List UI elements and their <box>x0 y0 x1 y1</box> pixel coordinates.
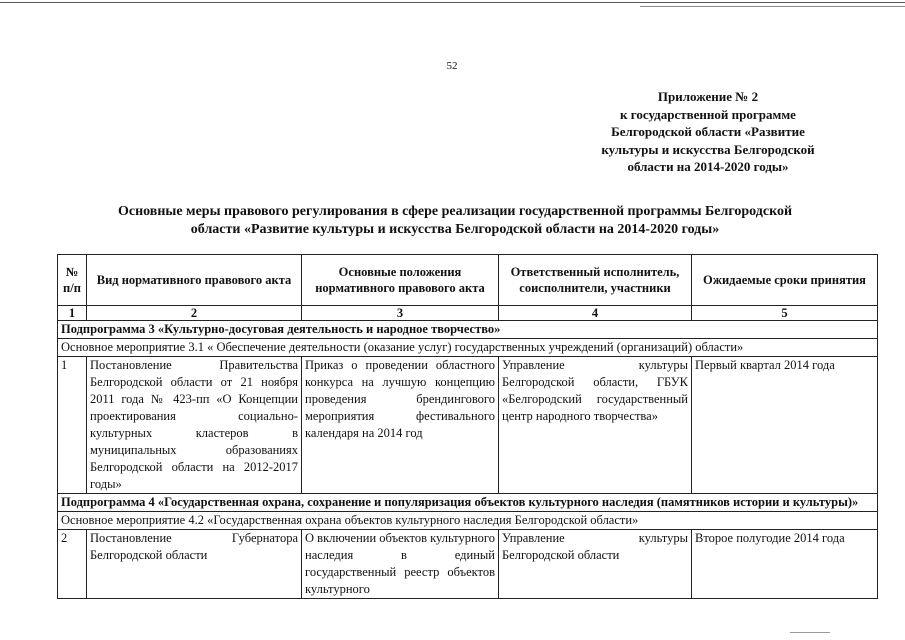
header-deadline: Ожидаемые сроки принятия <box>692 255 878 306</box>
header-provisions: Основные положения нормативного правового акта <box>302 255 499 306</box>
header-executor: Ответственный исполнитель, соисполнители, участники <box>499 255 692 306</box>
act-type-cell: Постановление Правительства Белгородской области от 21 ноября 2011 года № 423-пп «О Концепции проектирования социально-культурных кластеров в муниципальных образованиях Белгородской области на 2012-2017 годы» <box>87 357 302 494</box>
deadline-cell: Первый квартал 2014 года <box>692 357 878 494</box>
row-number: 2 <box>58 530 87 599</box>
deadline-cell: Второе полугодие 2014 года <box>692 530 878 599</box>
table-row <box>58 530 878 599</box>
document-title-line-2: области «Развитие культуры и искусства Белгородской области на 2014-2020 годы» <box>190 222 720 237</box>
document-title <box>60 203 850 239</box>
measure-row <box>58 512 878 530</box>
column-number: 2 <box>87 306 302 321</box>
table-header-row <box>58 255 878 306</box>
appendix-line: Приложение № 2 <box>657 89 759 104</box>
column-number-row <box>58 306 878 321</box>
provisions-cell: О включении объектов культурного наследия в единый государственный реестр объектов культурного <box>302 530 499 599</box>
row-number: 1 <box>58 357 87 494</box>
appendix-line: культуры и искусства Белгородской <box>601 141 815 157</box>
executor-cell: Управление культуры Белгородской области, ГБУК «Белгородский государственный центр народного творчества» <box>499 357 692 494</box>
header-number: № п/п <box>58 255 87 306</box>
column-number: 1 <box>58 306 87 321</box>
measure-4-2-heading: Основное мероприятие 4.2 «Государственная охрана объектов культурного наследия Белгородской области» <box>58 512 878 530</box>
page-number: 52 <box>446 60 458 72</box>
top-rule <box>0 2 905 3</box>
subprogram-4-heading: Подпрограмма 4 «Государственная охрана, сохранение и популяризация объектов культурного наследия (памятников истории и культуры)» <box>58 494 878 512</box>
scan-mark <box>790 632 830 633</box>
legal-measures-table <box>57 254 878 599</box>
appendix-line: Белгородской области «Развитие <box>611 124 805 139</box>
header-act-type: Вид нормативного правового акта <box>87 255 302 306</box>
document-title-line-1: Основные меры правового регулирования в сфере реализации государственной программы Белгородской <box>117 204 793 219</box>
subprogram-row <box>58 321 878 339</box>
table-row <box>58 357 878 494</box>
subprogram-3-heading: Подпрограмма 3 «Культурно-досуговая деятельность и народное творчество» <box>58 321 878 339</box>
column-number: 4 <box>499 306 692 321</box>
appendix-block <box>578 88 838 176</box>
column-number: 5 <box>692 306 878 321</box>
provisions-cell: Приказ о проведении областного конкурса на лучшую концепцию проведения брендингового мероприятия фестивального календаря на 2014 год <box>302 357 499 494</box>
column-number: 3 <box>302 306 499 321</box>
measure-row <box>58 339 878 357</box>
top-rule-secondary <box>640 6 905 7</box>
executor-cell: Управление культуры Белгородской области <box>499 530 692 599</box>
measure-3-1-heading: Основное мероприятие 3.1 « Обеспечение деятельности (оказание услуг) государственных учреждений (организаций) области» <box>58 339 878 357</box>
subprogram-row <box>58 494 878 512</box>
appendix-line: к государственной программе <box>620 106 796 122</box>
act-type-cell: Постановление Губернатора Белгородской области <box>87 530 302 599</box>
appendix-line: области на 2014-2020 годы» <box>627 159 789 174</box>
